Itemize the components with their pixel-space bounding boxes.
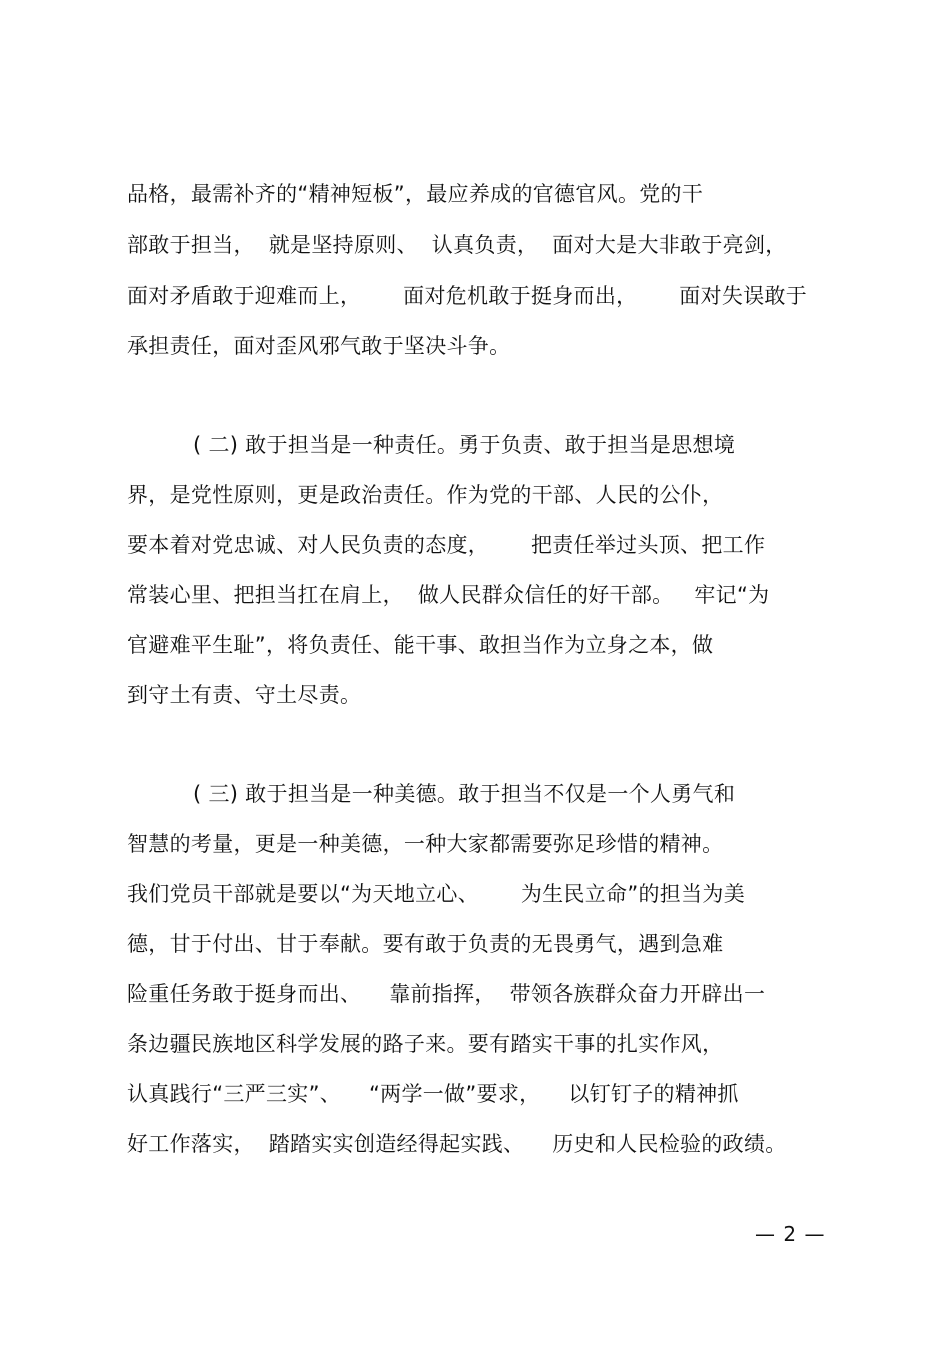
paragraph-3-line-6: 条边疆民族地区科学发展的路子来。要有踏实干事的扎实作风， xyxy=(127,1032,724,1056)
paragraph-2-line-4: 常装心里、把担当扛在肩上， 做人民群众信任的好干部。 牢记“为 xyxy=(127,583,770,607)
paragraph-2-line-1: ( 二) 敢于担当是一种责任。勇于负责、敢于担当是思想境 xyxy=(193,433,736,457)
paragraph-3-line-7: 认真践行“三严三实”、 “两学一做”要求， 以钉钉子的精神抓 xyxy=(127,1082,739,1106)
paragraph-2-line-5: 官避难平生耻”，将负责任、能干事、敢担当作为立身之本，做 xyxy=(127,633,714,657)
paragraph-2-line-2: 界，是党性原则，更是政治责任。作为党的干部、人民的公仆， xyxy=(127,483,724,507)
paragraph-3-line-1: ( 三) 敢于担当是一种美德。敢于担当不仅是一个人勇气和 xyxy=(193,782,736,806)
paragraph-3-line-2: 智慧的考量，更是一种美德，一种大家都需要弥足珍惜的精神。 xyxy=(127,832,724,856)
paragraph-2-line-6: 到守土有责、守土尽责。 xyxy=(127,683,362,707)
paragraph-3-line-8: 好工作落实， 踏踏实实创造经得起实践、 历史和人民检验的政绩。 xyxy=(127,1132,787,1156)
paragraph-1-line-4: 承担责任，面对歪风邪气敢于坚决斗争。 xyxy=(127,334,511,358)
paragraph-1-line-2: 部敢于担当， 就是坚持原则、 认真负责， 面对大是大非敢于亮剑， xyxy=(127,233,787,257)
paragraph-2-line-3: 要本着对党忠诚、对人民负责的态度， 把责任举过头顶、把工作 xyxy=(127,533,766,557)
paragraph-1-line-1: 品格，最需补齐的“精神短板”，最应养成的官德官风。党的干 xyxy=(127,182,704,206)
paragraph-3-line-5: 险重任务敢于挺身而出、 靠前指挥， 带领各族群众奋力开辟出一 xyxy=(127,982,766,1006)
paragraph-3-line-4: 德，甘于付出、甘于奉献。要有敢于负责的无畏勇气，遇到急难 xyxy=(127,932,724,956)
paragraph-1-line-3: 面对矛盾敢于迎难而上， 面对危机敢于挺身而出， 面对失误敢于 xyxy=(127,284,808,308)
page-number: — 2 — xyxy=(755,1222,826,1246)
paragraph-3-line-3: 我们党员干部就是要以“为天地立心、 为生民立命”的担当为美 xyxy=(127,882,746,906)
